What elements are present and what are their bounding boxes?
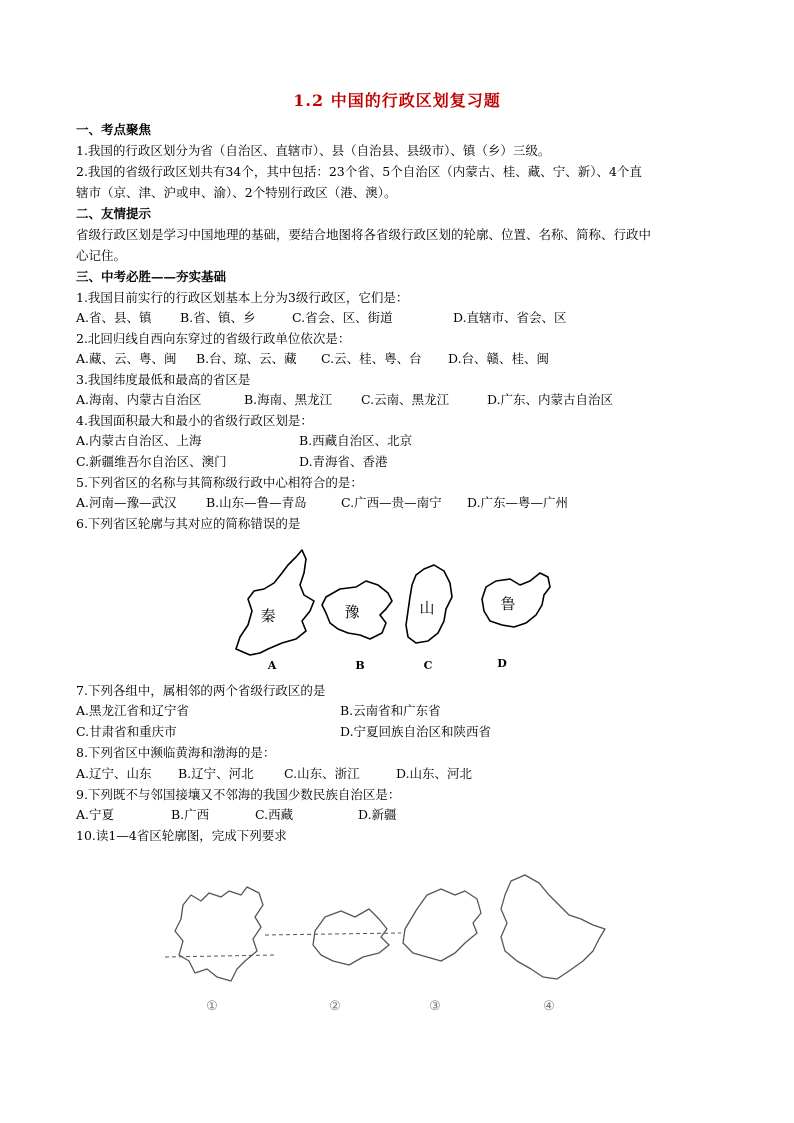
question-8: 8.下列省区中濒临黄海和渤海的是： (76, 745, 276, 760)
question-8-options (76, 765, 472, 783)
question-9: 9.下列既不与邻国接壤又不邻海的我国少数民族自治区是： (76, 787, 401, 802)
question-3-options (76, 391, 613, 409)
paragraph: 1.我国的行政区划分为省（自治区、直辖市）、县（自治县、县级市）、镇（乡）三级。 (76, 143, 551, 158)
figure-letter: C (423, 659, 433, 672)
question-7-options-row-1 (76, 702, 441, 720)
figure-label: ① (206, 999, 218, 1014)
option: D.新疆 (358, 807, 397, 822)
option: A.省、县、镇 (76, 310, 152, 325)
paragraph: 省级行政区划是学习中国地理的基础，要结合地图将各省级行政区划的轮廓、位置、名称、简称、行政中 (76, 227, 652, 242)
province-outline-figure (230, 545, 570, 675)
section-heading-2: 二、友情提示 (76, 206, 152, 221)
paragraph: 2.我国的省级行政区划共有34个，其中包括：23个省、5个自治区（内蒙古、桂、藏、宁、新）、4个直 (76, 164, 642, 179)
option: A.宁夏 (76, 807, 115, 822)
outline-3 (403, 889, 481, 961)
figure-label: ② (329, 999, 341, 1014)
option: C.甘肃省和重庆市 (76, 724, 177, 739)
shandong-outline (482, 573, 550, 627)
question-4: 4.我国面积最大和最小的省级行政区划是： (76, 413, 313, 428)
figure-letter: D (497, 657, 507, 670)
option: B.西藏自治区、北京 (299, 433, 413, 448)
figure-letter: A (267, 659, 277, 672)
option: C.新疆维吾尔自治区、澳门 (76, 454, 227, 469)
question-10: 10.读1—4省区轮廓图，完成下列要求 (76, 828, 287, 843)
option: D.青海省、香港 (299, 454, 388, 469)
section-heading-3: 三、中考必胜——夯实基础 (76, 269, 227, 284)
option: D.广东—粤—广州 (467, 495, 569, 510)
option: D.宁夏回族自治区和陕西省 (340, 724, 492, 739)
question-1: 1.我国目前实行的行政区划基本上分为3级行政区，它们是： (76, 290, 409, 305)
option: D.直辖市、省会、区 (453, 310, 567, 325)
question-4-options-row-1 (76, 432, 412, 450)
shape-label: 豫 (344, 603, 360, 621)
option: D.山东、河北 (396, 766, 473, 781)
shape-label: 山 (419, 599, 435, 617)
page-title: 1.2 中国的行政区划复习题 (293, 91, 501, 110)
option: C.广西—贵—南宁 (341, 495, 442, 510)
paragraph: 心记住。 (76, 248, 127, 263)
option: B.海南、黑龙江 (244, 392, 333, 407)
option: A.内蒙古自治区、上海 (76, 433, 202, 448)
figure-label: ④ (543, 999, 555, 1014)
option: C.西藏 (255, 807, 294, 822)
option: A.辽宁、山东 (76, 766, 152, 781)
question-5-options (76, 494, 568, 512)
option: B.山东—鲁—青岛 (206, 495, 307, 510)
outline-4 (501, 875, 605, 979)
option: A.河南—豫—武汉 (76, 495, 177, 510)
question-4-options-row-2 (76, 453, 388, 471)
question-9-options (76, 806, 397, 824)
shaanxi-outline (236, 550, 314, 655)
question-1-options (76, 309, 567, 327)
dashed-line (265, 933, 401, 935)
option: A.藏、云、粤、闽 (76, 351, 177, 366)
option: B.广西 (171, 807, 210, 822)
paragraph: 辖市（京、津、沪或申、渝）、2个特别行政区（港、澳）。 (76, 185, 397, 200)
question-2-options (76, 350, 549, 368)
question-7: 7.下列各组中，属相邻的两个省级行政区的是 (76, 683, 326, 698)
shape-label: 鲁 (500, 595, 516, 613)
question-3: 3.我国纬度最低和最高的省区是 (76, 372, 251, 387)
figure-letter: B (355, 659, 365, 672)
option: B.云南省和广东省 (340, 703, 441, 718)
question-6: 6.下列省区轮廓与其对应的简称错误的是 (76, 516, 301, 531)
option: A.黑龙江省和辽宁省 (76, 703, 190, 718)
outline-2 (313, 909, 389, 965)
option: C.省会、区、街道 (292, 310, 393, 325)
shape-label: 秦 (260, 607, 276, 625)
section-heading-1: 一、考点聚焦 (76, 122, 152, 137)
option: C.山东、浙江 (284, 766, 360, 781)
option: D.台、赣、桂、闽 (448, 351, 550, 366)
option: C.云、桂、粤、台 (321, 351, 422, 366)
option: C.云南、黑龙江 (361, 392, 450, 407)
option: B.辽宁、河北 (178, 766, 254, 781)
option: B.台、琼、云、藏 (196, 351, 297, 366)
question-7-options-row-2 (76, 723, 491, 741)
figure-label: ③ (429, 999, 441, 1014)
province-outline-figure-2 (165, 865, 625, 1020)
option: B.省、镇、乡 (180, 310, 256, 325)
question-2: 2.北回归线自西向东穿过的省级行政单位依次是： (76, 331, 351, 346)
option: D.广东、内蒙古自治区 (487, 392, 614, 407)
question-5: 5.下列省区的名称与其简称级行政中心相符合的是： (76, 475, 363, 490)
outline-1 (175, 887, 263, 981)
option: A.海南、内蒙古自治区 (76, 392, 202, 407)
